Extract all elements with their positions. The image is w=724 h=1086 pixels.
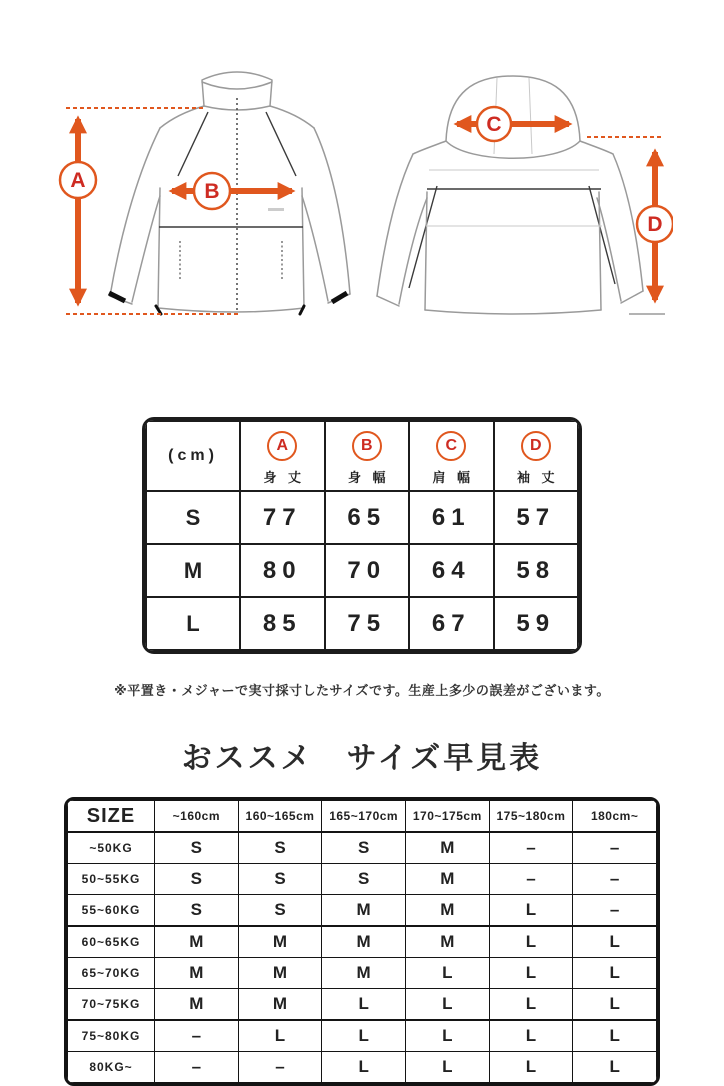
size-cell: L [573,1052,657,1083]
value-cell: 85 [240,597,325,650]
size-cell: S [322,864,406,895]
size-cell: S [322,832,406,864]
measure-row-m [146,544,578,597]
chest-logo-mark [268,208,284,211]
size-cell: L [489,958,573,989]
size-cell: L [489,895,573,927]
size-label-l: L [146,597,240,650]
size-cell: S [238,832,322,864]
size-cell: L [489,926,573,958]
value-cell: 67 [409,597,494,650]
size-cell: M [322,926,406,958]
weight-label: ~50KG [68,832,155,864]
weight-label: 65~70KG [68,958,155,989]
recommend-row-5 [68,989,657,1021]
recommend-row-4 [68,958,657,989]
column-name-shoulder-width: 肩 幅 [432,469,471,485]
badge-a-letter: A [69,169,86,192]
column-name-body-length: 身 丈 [263,469,302,485]
size-cell: M [155,989,239,1021]
size-cell: L [489,1052,573,1083]
size-corner-header: SIZE [68,801,155,833]
weight-label: 55~60KG [68,895,155,927]
recommend-table [64,797,660,1086]
size-cell: M [322,895,406,927]
recommend-row-3 [68,926,657,958]
size-cell: M [155,958,239,989]
column-header-a [240,421,325,491]
value-cell: 64 [409,544,494,597]
size-cell: L [573,958,657,989]
letter-b: B [360,436,373,454]
column-name-sleeve-length: 袖 丈 [516,469,555,485]
size-cell: S [155,895,239,927]
size-cell: M [405,895,489,927]
size-cell: – [489,832,573,864]
measure-header-row [146,421,578,491]
column-header-d [494,421,579,491]
size-cell: L [405,989,489,1021]
height-col-0: ~160cm [155,801,239,833]
size-cell: M [405,926,489,958]
measurement-diagrams [0,0,724,341]
unit-header-cell: (cm) [146,421,240,491]
size-cell: L [573,1020,657,1052]
value-cell: 70 [325,544,410,597]
size-label-m: M [146,544,240,597]
value-cell: 58 [494,544,579,597]
column-header-c [409,421,494,491]
size-cell: L [405,1052,489,1083]
value-cell: 59 [494,597,579,650]
jacket-back-illustration [377,76,643,314]
size-cell: – [489,864,573,895]
size-label-s: S [146,491,240,544]
size-cell: L [238,1020,322,1052]
value-cell: 80 [240,544,325,597]
weight-label: 80KG~ [68,1052,155,1083]
jacket-back-diagram [363,56,673,341]
height-col-4: 175~180cm [489,801,573,833]
size-cell: S [155,832,239,864]
size-cell: L [573,989,657,1021]
letter-c: C [445,436,458,454]
column-header-b [325,421,410,491]
weight-label: 70~75KG [68,989,155,1021]
badge-b-letter: B [203,180,220,203]
size-cell: M [238,926,322,958]
letter-d: D [529,436,542,454]
size-cell: M [238,989,322,1021]
weight-label: 60~65KG [68,926,155,958]
jacket-front-diagram [52,56,357,341]
measure-row-s [146,491,578,544]
measure-arrow-a [60,108,240,314]
height-col-1: 160~165cm [238,801,322,833]
size-cell: L [489,1020,573,1052]
size-cell: – [238,1052,322,1083]
recommend-title: おススメ サイズ早見表 [181,742,543,775]
measurement-note: ※平置き・メジャーで実寸採寸したサイズです。生産上多少の誤差がございます。 [114,683,610,698]
weight-label: 75~80KG [68,1020,155,1052]
weight-label: 50~55KG [68,864,155,895]
letter-c-badge [436,431,466,461]
size-cell: L [405,958,489,989]
size-cell: L [322,1052,406,1083]
recommend-row-6 [68,1020,657,1052]
height-col-3: 170~175cm [405,801,489,833]
measure-row-l [146,597,578,650]
recommend-row-1 [68,864,657,895]
recommend-header-row [68,801,657,833]
value-cell: 61 [409,491,494,544]
measure-arrow-b [172,173,292,209]
size-cell: M [405,832,489,864]
recommend-row-7 [68,1052,657,1083]
column-name-body-width: 身 幅 [347,469,386,485]
recommend-row-2 [68,895,657,927]
size-cell: L [322,1020,406,1052]
size-cell: – [573,895,657,927]
value-cell: 75 [325,597,410,650]
measurement-table [142,417,582,654]
size-cell: M [322,958,406,989]
size-cell: M [155,926,239,958]
size-cell: L [405,1020,489,1052]
size-cell: M [238,958,322,989]
badge-d-letter: D [646,213,663,236]
letter-d-badge [521,431,551,461]
letter-b-badge [352,431,382,461]
value-cell: 77 [240,491,325,544]
size-cell: L [489,989,573,1021]
size-cell: L [573,926,657,958]
recommend-row-0 [68,832,657,864]
size-cell: M [405,864,489,895]
size-cell: – [155,1052,239,1083]
height-col-5: 180cm~ [573,801,657,833]
size-cell: S [155,864,239,895]
badge-c-letter: C [485,113,502,136]
height-col-2: 165~170cm [322,801,406,833]
size-cell: L [322,989,406,1021]
size-cell: – [573,832,657,864]
size-cell: S [238,895,322,927]
value-cell: 65 [325,491,410,544]
letter-a-badge [267,431,297,461]
letter-a: A [276,436,289,454]
value-cell: 57 [494,491,579,544]
size-cell: S [238,864,322,895]
size-cell: – [573,864,657,895]
size-cell: – [155,1020,239,1052]
